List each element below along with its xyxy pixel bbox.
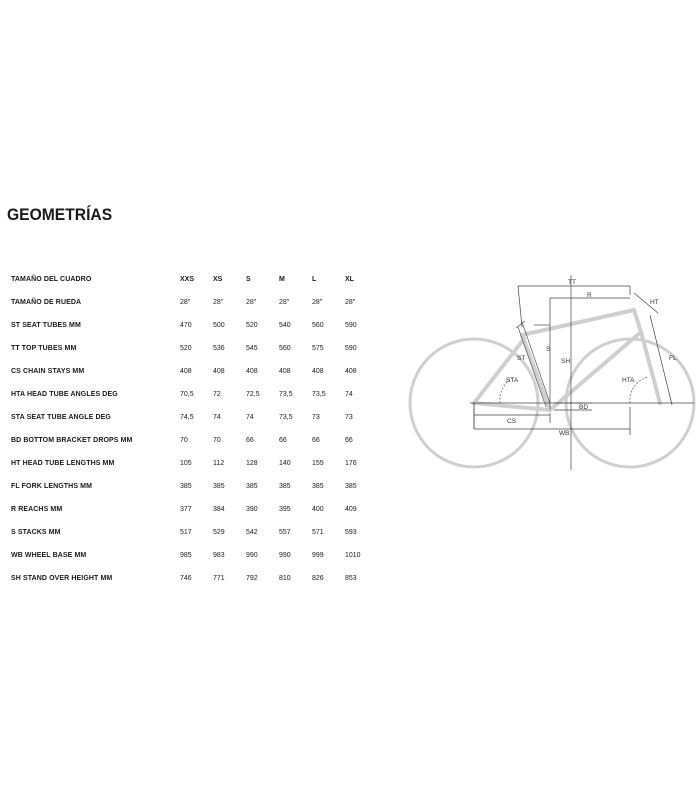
row-value: 408 <box>246 368 258 375</box>
label-cs: CS <box>507 418 517 425</box>
row-label: CS CHAIN STAYS MM <box>11 368 85 375</box>
row-value: 500 <box>213 322 225 329</box>
row-value: 385 <box>279 483 291 490</box>
row-value: 408 <box>213 368 225 375</box>
row-value: 520 <box>180 345 192 352</box>
row-value: 395 <box>279 506 291 513</box>
page-title: GEOMETRÍAS <box>7 205 113 224</box>
row-value: 73 <box>312 414 320 421</box>
row-value: 590 <box>345 322 357 329</box>
row-value: 155 <box>312 460 324 467</box>
row-value: 28" <box>279 299 290 306</box>
table-row <box>0 342 400 356</box>
row-value: 385 <box>345 483 357 490</box>
row-value: 390 <box>246 506 258 513</box>
row-value: 70,5 <box>180 391 194 398</box>
row-value: 28" <box>213 299 224 306</box>
row-value: 385 <box>213 483 225 490</box>
table-row <box>0 480 400 494</box>
row-value: 517 <box>180 529 192 536</box>
row-value: 409 <box>345 506 357 513</box>
row-value: 28" <box>180 299 191 306</box>
row-value: 560 <box>279 345 291 352</box>
row-value: 593 <box>345 529 357 536</box>
row-label: BD BOTTOM BRACKET DROPS MM <box>11 437 133 444</box>
row-value: 112 <box>213 460 225 467</box>
row-label: S STACKS MM <box>11 529 61 536</box>
row-value: 1010 <box>345 552 361 559</box>
row-value: 408 <box>279 368 291 375</box>
label-fl: FL <box>669 355 677 362</box>
row-value: 999 <box>312 552 324 559</box>
bike-geometry-diagram <box>404 265 700 480</box>
label-r: R <box>587 292 592 299</box>
row-label: ST SEAT TUBES MM <box>11 322 81 329</box>
row-value: 74,5 <box>180 414 194 421</box>
row-value: 28" <box>312 299 323 306</box>
table-row <box>0 365 400 379</box>
row-value: 853 <box>345 575 357 582</box>
row-value: 408 <box>312 368 324 375</box>
row-value: 990 <box>246 552 258 559</box>
size-header: XL <box>345 276 354 283</box>
row-label: HT HEAD TUBE LENGTHS MM <box>11 460 115 467</box>
table-row <box>0 503 400 517</box>
row-value: 985 <box>180 552 192 559</box>
row-value: 74 <box>213 414 221 421</box>
row-value: 408 <box>180 368 192 375</box>
row-value: 28" <box>345 299 356 306</box>
size-header: S <box>246 276 251 283</box>
row-label: TAMAÑO DE RUEDA <box>11 299 82 306</box>
label-st: ST <box>517 355 526 362</box>
row-value: 73,5 <box>279 391 293 398</box>
row-value: 590 <box>345 345 357 352</box>
row-value: 571 <box>312 529 324 536</box>
row-value: 792 <box>246 575 258 582</box>
table-row <box>0 457 400 471</box>
row-value: 70 <box>180 437 188 444</box>
row-value: 746 <box>180 575 192 582</box>
row-value: 520 <box>246 322 258 329</box>
row-value: 400 <box>312 506 324 513</box>
table-row <box>0 572 400 586</box>
row-value: 542 <box>246 529 258 536</box>
row-value: 385 <box>246 483 258 490</box>
label-wb: WB <box>559 430 570 437</box>
row-label: SH STAND OVER HEIGHT MM <box>11 575 113 582</box>
row-label: TT TOP TUBES MM <box>11 345 77 352</box>
row-value: 545 <box>246 345 258 352</box>
row-value: 560 <box>312 322 324 329</box>
label-ht: HT <box>650 299 659 306</box>
row-value: 470 <box>180 322 192 329</box>
row-value: 74 <box>246 414 254 421</box>
row-value: 377 <box>180 506 192 513</box>
label-hta: HTA <box>622 377 635 384</box>
row-value: 810 <box>279 575 291 582</box>
row-value: 408 <box>345 368 357 375</box>
row-value: 73,5 <box>279 414 293 421</box>
row-label: STA SEAT TUBE ANGLE DEG <box>11 414 111 421</box>
row-value: 771 <box>213 575 225 582</box>
label-bd: BD <box>579 404 589 411</box>
row-label: WB WHEEL BASE MM <box>11 552 87 559</box>
table-row <box>0 526 400 540</box>
row-value: 140 <box>279 460 291 467</box>
row-value: 529 <box>213 529 225 536</box>
row-value: 72 <box>213 391 221 398</box>
row-value: 176 <box>345 460 357 467</box>
row-value: 70 <box>213 437 221 444</box>
row-value: 128 <box>246 460 258 467</box>
table-row <box>0 434 400 448</box>
row-value: 74 <box>345 391 353 398</box>
table-row <box>0 411 400 425</box>
size-header: L <box>312 276 317 283</box>
size-header: M <box>279 276 285 283</box>
row-value: 28" <box>246 299 257 306</box>
row-value: 66 <box>246 437 254 444</box>
row-value: 536 <box>213 345 225 352</box>
row-value: 72,5 <box>246 391 260 398</box>
table-row <box>0 549 400 563</box>
row-value: 557 <box>279 529 291 536</box>
row-value: 384 <box>213 506 225 513</box>
row-value: 66 <box>312 437 320 444</box>
table-row <box>0 296 400 310</box>
row-value: 105 <box>180 460 192 467</box>
row-label: FL FORK LENGTHS MM <box>11 483 92 490</box>
row-value: 385 <box>312 483 324 490</box>
label-s: S <box>546 346 551 353</box>
row-value: 73 <box>345 414 353 421</box>
row-value: 385 <box>180 483 192 490</box>
row-value: 73,5 <box>312 391 326 398</box>
row-value: 575 <box>312 345 324 352</box>
row-value: 66 <box>345 437 353 444</box>
label-sta: STA <box>506 377 519 384</box>
size-header: XXS <box>180 276 195 283</box>
row-value: 826 <box>312 575 324 582</box>
size-header: XS <box>213 276 223 283</box>
table-row <box>0 319 400 333</box>
row-value: 540 <box>279 322 291 329</box>
row-value: 983 <box>213 552 225 559</box>
row-value: 990 <box>279 552 291 559</box>
label-tt: TT <box>568 279 576 286</box>
table-header-row <box>0 273 400 287</box>
table-row <box>0 388 400 402</box>
row-label: R REACHS MM <box>11 506 63 513</box>
header-label: TAMAÑO DEL CUADRO <box>11 276 92 283</box>
row-label: HTA HEAD TUBE ANGLES DEG <box>11 391 118 398</box>
label-sh: SH <box>561 358 571 365</box>
row-value: 66 <box>279 437 287 444</box>
